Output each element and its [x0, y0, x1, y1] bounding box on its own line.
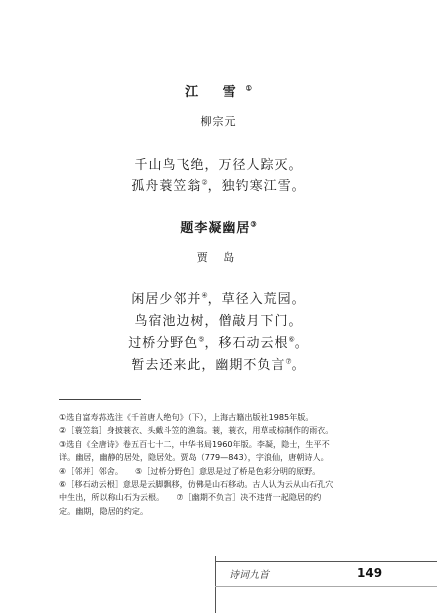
footnote-line: 详。幽居，幽静的居处，隐居处。贾岛（779—843），字浪仙，唐朝诗人。 — [59, 452, 329, 463]
footnote-line: 定。幽期，隐居的约定。 — [59, 505, 149, 516]
poem-line: 孤舟蓑笠翁②，独钓寒江雪。 — [131, 178, 306, 194]
poem-line: 鸟宿池边树，僧敲月下门。 — [134, 314, 303, 329]
footnote-marker: ④ — [201, 291, 208, 300]
poem-author: 柳宗元 — [200, 115, 237, 128]
footnotes — [59, 411, 384, 518]
footnote-marker: ③ — [250, 219, 257, 229]
poem-author: 贾 岛 — [196, 251, 241, 264]
poem-title: 江 雪① — [185, 83, 252, 100]
poem-title: 题李凝幽居③ — [180, 219, 257, 236]
footnote-line: ①选自富寿荪选注《千首唐人绝句》（下），上海古籍出版社1985年版。 — [59, 412, 314, 422]
footnote-separator — [59, 399, 141, 400]
footnote-marker: ② — [201, 178, 208, 187]
poem-line: 闲居少邻并④，草径入荒园。 — [131, 291, 306, 307]
footnote-line: ②［蓑笠翁］身披蓑衣、头戴斗笠的渔翁。蓑，蓑衣，用草或棕制作的雨衣。 — [59, 425, 334, 436]
footnote-line: 中生出，所以称山石为云根。 ⑦［幽期不负言］决不违背一起隐居的约 — [59, 492, 322, 503]
footnote-line: ④［邻并］邻舍。 ⑤［过桥分野色］意思是过了桥是色彩分明的原野。 — [59, 465, 321, 476]
poem-line: 过桥分野色⑤，移石动云根⑥。 — [128, 335, 309, 351]
footnote-marker: ⑤ — [198, 335, 205, 344]
footnote-marker: ⑦ — [285, 357, 292, 366]
section-title: 诗词九首 — [229, 570, 269, 581]
footnote-line: ⑥［移石动云根］意思是云脚飘移，仿佛是山石移动。古人认为云从山石孔穴 — [59, 479, 334, 490]
page-number: 149 — [357, 566, 383, 580]
poem-line: 暂去还来此，幽期不负言⑦。 — [131, 357, 306, 373]
footer-top-rule — [215, 561, 437, 562]
footnote-line: ③选自《全唐诗》卷五百七十二，中华书局1960年版。李凝，隐士，生平不 — [59, 438, 330, 449]
footnote-marker: ⑥ — [288, 335, 295, 344]
footer-bottom-rule — [215, 586, 437, 587]
footnote-marker: ① — [245, 83, 252, 93]
poem-line: 千山鸟飞绝，万径人踪灭。 — [134, 158, 303, 173]
footer-divider — [215, 556, 216, 613]
